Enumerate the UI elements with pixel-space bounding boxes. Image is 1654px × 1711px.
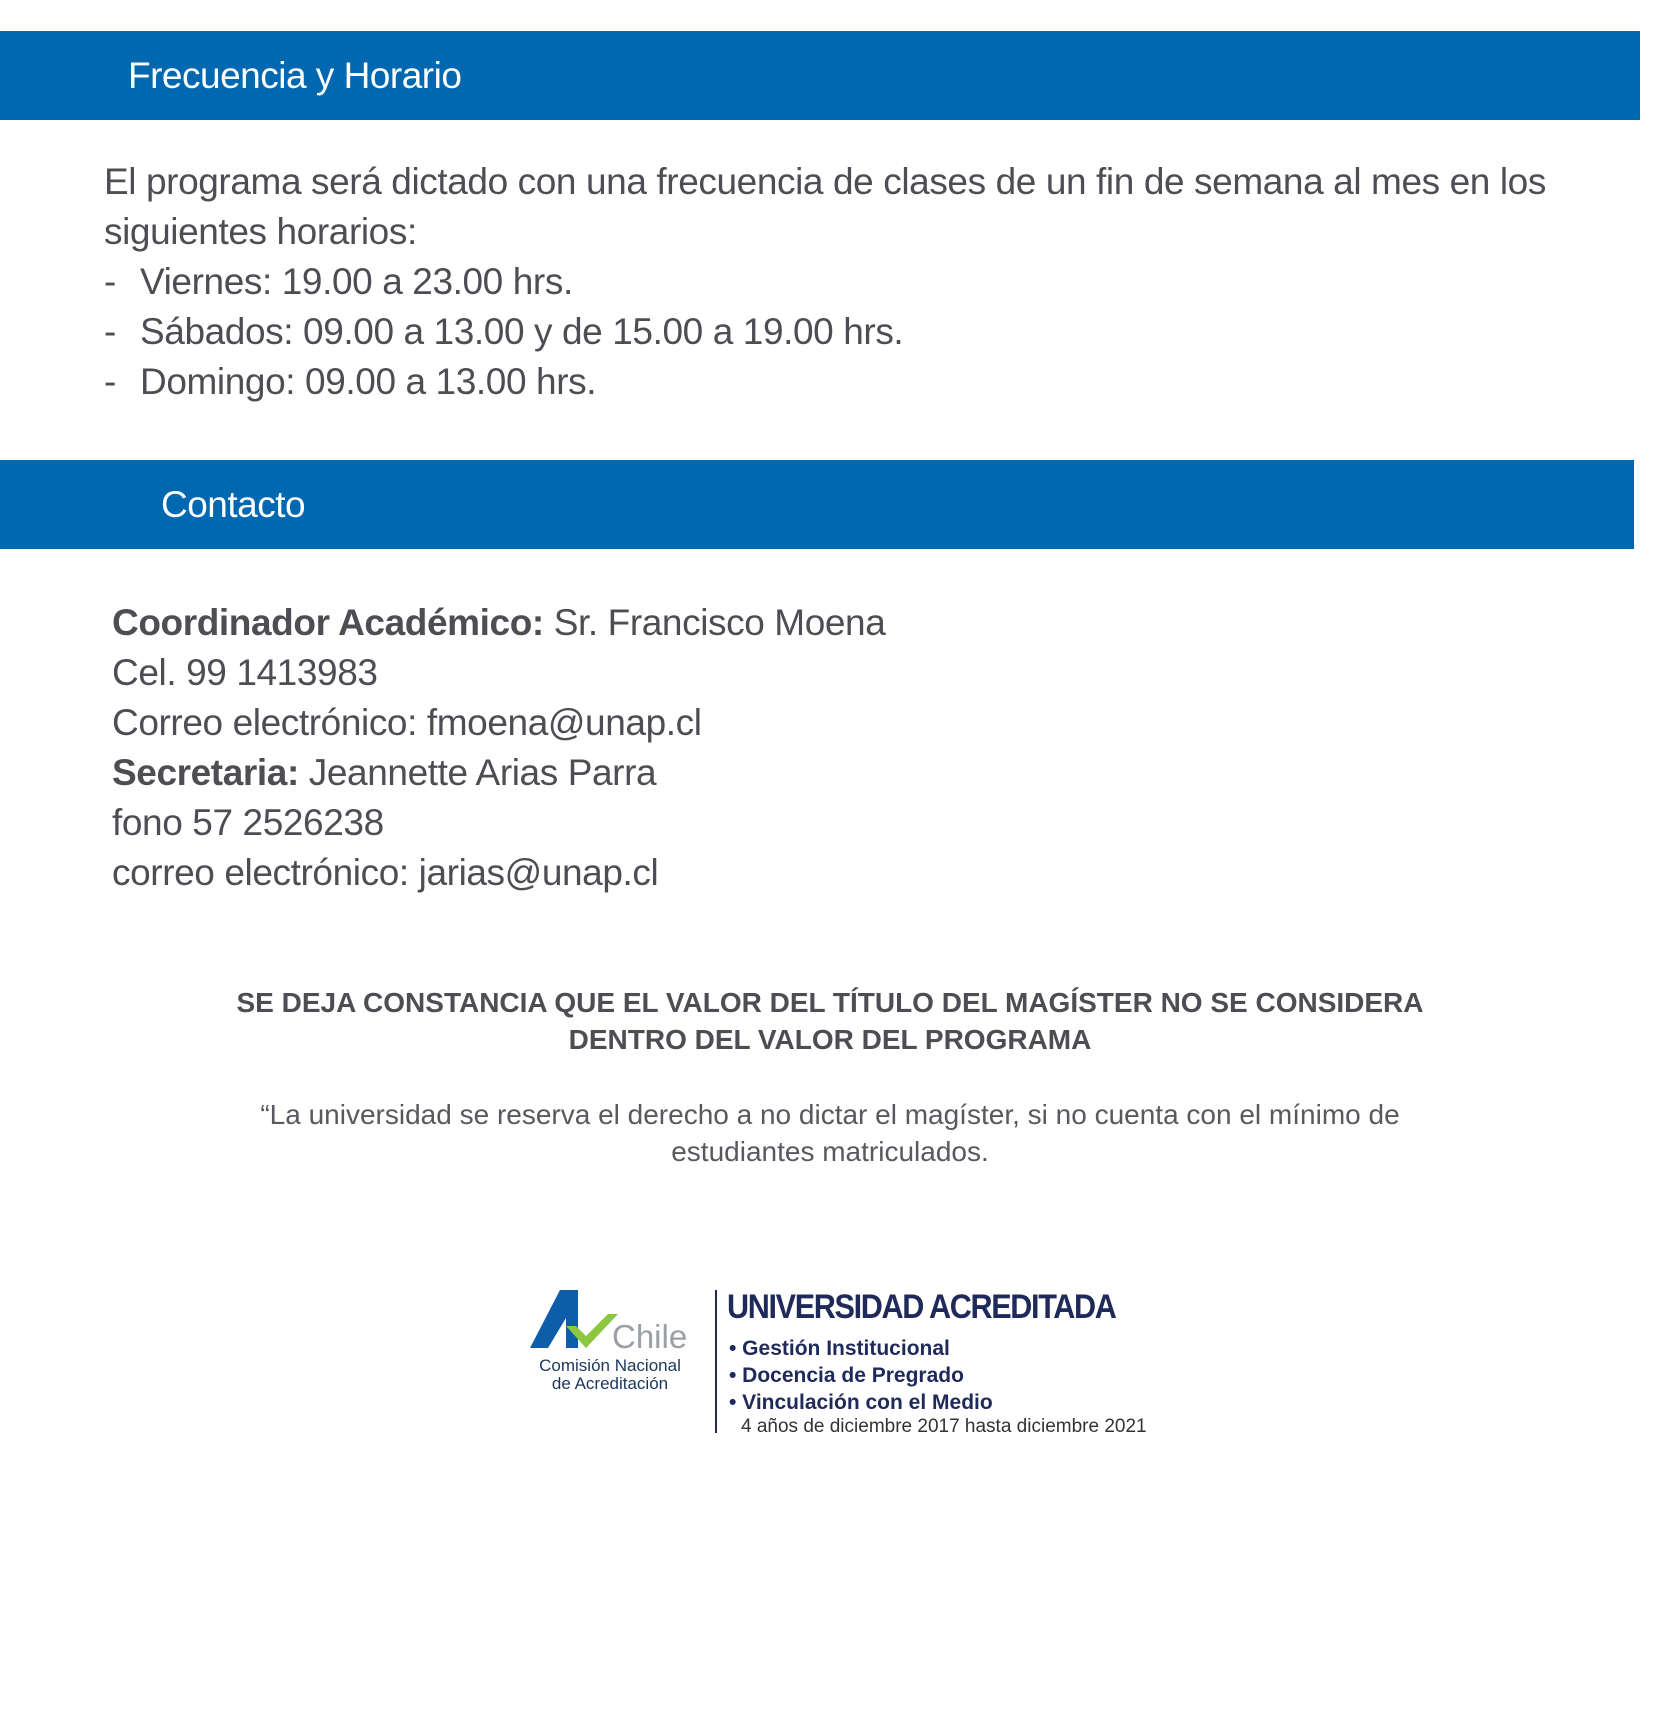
schedule-section-title: Frecuencia y Horario	[128, 54, 462, 96]
contact-section-title: Contacto	[161, 483, 306, 525]
coordinator-phone: Cel. 99 1413983	[112, 652, 378, 693]
cna-logo-text: Chile	[612, 1318, 688, 1355]
schedule-intro: El programa será dictado con una frecuencia de clases de un fin de semana al mes en los siguientes horarios:	[104, 161, 1546, 252]
secretary-email: correo electrónico: jarias@unap.cl	[112, 852, 659, 893]
contact-section-header	[0, 460, 1634, 549]
accreditation-area: • Docencia de Pregrado	[729, 1364, 964, 1387]
disclaimer-line: estudiantes matriculados.	[671, 1136, 989, 1167]
accreditation-area: • Gestión Institucional	[729, 1337, 950, 1360]
accreditation-area: • Vinculación con el Medio	[729, 1391, 993, 1414]
accreditation-areas	[729, 1335, 993, 1416]
schedule-item-sabados	[104, 307, 1564, 357]
list-bullet: -	[104, 311, 116, 352]
coordinator-email: Correo electrónico: fmoena@unap.cl	[112, 702, 702, 743]
notice-line: DENTRO DEL VALOR DEL PROGRAMA	[568, 1024, 1092, 1055]
schedule-item-domingo	[104, 357, 1564, 407]
coordinator-label: Coordinador Académico:	[112, 602, 544, 643]
accreditation-block	[520, 1288, 1160, 1438]
schedule-list	[104, 257, 1564, 407]
accreditation-title: UNIVERSIDAD ACREDITADA	[727, 1288, 1116, 1326]
logo-divider	[715, 1290, 717, 1433]
schedule-section-header	[0, 31, 1640, 120]
secretary-label: Secretaria:	[112, 752, 299, 793]
schedule-item-text: Viernes: 19.00 a 23.00 hrs.	[140, 261, 573, 302]
contact-content	[112, 598, 885, 898]
secretary-line	[112, 748, 885, 798]
coordinator-line	[112, 598, 885, 648]
title-value-notice	[180, 984, 1480, 1058]
disclaimer-line: “La universidad se reserva el derecho a no dictar el magíster, si no cuenta con el mínimo de	[260, 1099, 1400, 1130]
coordinator-name: Sr. Francisco Moena	[543, 602, 886, 643]
schedule-content	[104, 157, 1564, 407]
enrollment-disclaimer	[180, 1096, 1480, 1170]
cna-name-line: de Acreditación	[551, 1374, 669, 1393]
list-bullet: -	[104, 361, 116, 402]
accreditation-period: 4 años de diciembre 2017 hasta diciembre 2021	[741, 1416, 1147, 1437]
schedule-item-text: Sábados: 09.00 a 13.00 y de 15.00 a 19.00 hrs.	[140, 311, 904, 352]
cna-name-line: Comisión Nacional	[539, 1356, 681, 1375]
schedule-item-text: Domingo: 09.00 a 13.00 hrs.	[140, 361, 597, 402]
schedule-item-viernes	[104, 257, 1564, 307]
list-bullet: -	[104, 261, 116, 302]
secretary-phone: fono 57 2526238	[112, 802, 384, 843]
secretary-name: Jeannette Arias Parra	[298, 752, 657, 793]
notice-line: SE DEJA CONSTANCIA QUE EL VALOR DEL TÍTULO DEL MAGÍSTER NO SE CONSIDERA	[236, 987, 1424, 1018]
